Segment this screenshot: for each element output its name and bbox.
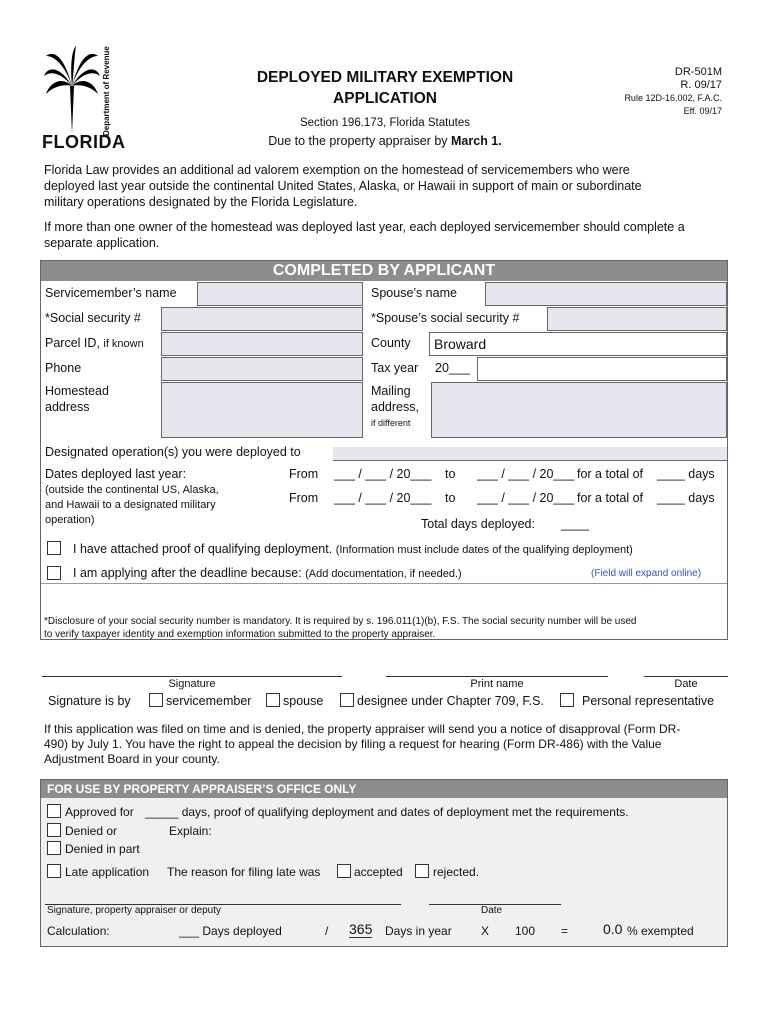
date-from-1[interactable]: ___ / ___ / 20___: [334, 467, 432, 481]
parcel-small: if known: [103, 338, 144, 350]
form-rule: Rule 12D-16.002, F.A.C.: [624, 93, 722, 103]
from-label: From: [289, 491, 319, 505]
percent-value[interactable]: 0.0: [603, 921, 623, 937]
late-label: [73, 566, 462, 580]
form-number-block: [624, 66, 722, 118]
proof-attached-label: [73, 542, 633, 556]
intro-paragraph-2: [44, 219, 734, 251]
spouse-option: spouse: [283, 694, 324, 708]
ssn-disclosure: [44, 615, 734, 641]
parcel-text: Parcel ID,: [45, 336, 100, 350]
date-to-2[interactable]: ___ / ___ / 20___: [477, 491, 575, 505]
expand-note: (Field will expand online): [591, 568, 702, 579]
tax-year-value[interactable]: 20___: [435, 361, 470, 375]
accepted-label: accepted: [354, 865, 403, 879]
late-application-label: Late application: [65, 865, 150, 879]
notice-line: If this application was filed on time and is denied, the property appraiser will send you a notice of disapproval (Form DR-: [44, 722, 681, 736]
servicemember-option: servicemember: [166, 694, 252, 708]
date-line[interactable]: [644, 676, 728, 677]
due-date: March 1.: [451, 134, 502, 148]
mailing-line: Mailing: [371, 384, 411, 398]
percent-label: % exempted: [627, 924, 694, 938]
mailing-label: [371, 383, 419, 431]
dates-note-line: and Hawaii to a designated military: [45, 499, 216, 511]
due-line: [210, 134, 560, 148]
spouse-name-field[interactable]: [485, 282, 727, 306]
homestead-line: Homestead: [45, 384, 109, 398]
total-days-label: Total days deployed:: [421, 517, 535, 531]
servicemember-name-field[interactable]: [197, 282, 363, 306]
accepted-checkbox[interactable]: [337, 864, 351, 878]
intro-line: If more than one owner of the homestead was deployed last year, each deployed servicemember should complete a: [44, 220, 685, 234]
applicant-heading: COMPLETED BY APPLICANT: [41, 261, 727, 281]
signature-caption: Signature: [168, 678, 216, 690]
tax-year-label: Tax year: [371, 361, 419, 375]
from-label: From: [289, 467, 319, 481]
designee-checkbox[interactable]: [340, 693, 354, 707]
approved-rest: _____ days, proof of qualifying deployment and dates of deployment met the requirements.: [145, 805, 629, 819]
denied-checkbox[interactable]: [47, 823, 61, 837]
notice-line: 490) by July 1. You have the right to appeal the decision by filing a request for hearing (Form DR-486) with the Value: [44, 737, 662, 751]
rejected-checkbox[interactable]: [415, 864, 429, 878]
intro-line: Florida Law provides an additional ad valorem exemption on the homestead of servicemembers who were: [44, 163, 630, 177]
intro-line: military operations designated by the Florida Legislature.: [44, 195, 358, 209]
phone-field[interactable]: [161, 357, 363, 381]
signature-line[interactable]: [42, 676, 342, 677]
to-label: to: [445, 491, 456, 505]
proof-attached-checkbox[interactable]: [47, 541, 61, 555]
appraiser-heading: FOR USE BY PROPERTY APPRAISER’S OFFICE ONLY: [41, 780, 727, 798]
dates-note-line: (outside the continental US, Alaska,: [45, 484, 219, 496]
personal-rep-option: Personal representative: [582, 694, 715, 708]
days-deployed[interactable]: ___ Days deployed: [179, 924, 282, 938]
county-value: Broward: [434, 336, 487, 352]
explain-label: Explain:: [169, 824, 212, 838]
late-checkbox[interactable]: [47, 566, 61, 580]
personal-rep-checkbox[interactable]: [560, 693, 574, 707]
days-2[interactable]: ____ days: [657, 491, 715, 505]
proof-attached-note: (Information must include dates of the qualifying deployment): [335, 544, 633, 556]
date-from-2[interactable]: ___ / ___ / 20___: [334, 491, 432, 505]
form-title: [210, 67, 560, 109]
total-days-value[interactable]: ____: [561, 517, 589, 531]
form-number: DR-501M: [674, 66, 722, 78]
approved-checkbox[interactable]: [47, 804, 61, 818]
county-label: County: [371, 336, 411, 350]
designated-label: Designated operation(s) you were deployed to: [45, 445, 301, 459]
proof-attached-text: I have attached proof of qualifying deployment.: [73, 542, 333, 556]
spouse-ssn-label: *Spouse’s social security #: [371, 311, 520, 325]
due-prefix: Due to the property appraiser by: [268, 134, 448, 148]
spouse-name-label: Spouse’s name: [371, 286, 457, 300]
homestead-line: address: [45, 400, 90, 414]
approved-label: Approved for: [65, 805, 134, 819]
days-in-year-value[interactable]: 365: [349, 921, 373, 937]
equals-sign: =: [561, 924, 569, 938]
servicemember-checkbox[interactable]: [149, 693, 163, 707]
title-line-1: DEPLOYED MILITARY EXEMPTION: [256, 69, 514, 86]
late-note: (Add documentation, if needed.): [305, 568, 462, 580]
phone-label: Phone: [45, 361, 82, 375]
denial-notice: [44, 722, 734, 767]
mailing-line: if different: [371, 418, 411, 428]
ssn-label: *Social security #: [45, 311, 141, 325]
date-to-1[interactable]: ___ / ___ / 20___: [477, 467, 575, 481]
title-line-2: APPLICATION: [333, 90, 437, 107]
florida-word: FLORIDA: [42, 132, 126, 152]
denied-part-checkbox[interactable]: [47, 841, 61, 855]
date-caption: Date: [674, 678, 698, 690]
divide-sign: /: [325, 924, 329, 938]
multiply-sign: X: [481, 924, 490, 938]
late-text: I am applying after the deadline because:: [73, 566, 302, 580]
designee-option: designee under Chapter 709, F.S.: [357, 694, 544, 708]
county-field[interactable]: [429, 332, 727, 356]
form-revision: R. 09/17: [680, 79, 722, 91]
disclosure-line: *Disclosure of your social security number is mandatory. It is required by s. 196.011(1)(b), F.S. The social security number will be used: [44, 616, 637, 627]
spouse-checkbox[interactable]: [266, 693, 280, 707]
print-name-caption: Print name: [470, 678, 524, 690]
hundred-value: 100: [515, 924, 536, 938]
days-in-year-label: Days in year: [385, 924, 452, 938]
mailing-address-field[interactable]: [431, 382, 727, 438]
appraiser-date-caption: Date: [481, 905, 503, 916]
denied-part-label: Denied in part: [65, 842, 140, 856]
signature-by-label: Signature is by: [48, 694, 131, 708]
notice-line: Adjustment Board in your county.: [44, 752, 220, 766]
homestead-label: [45, 383, 109, 415]
rejected-label: rejected.: [433, 865, 480, 879]
days-1[interactable]: ____ days: [657, 467, 715, 481]
to-label: to: [445, 467, 456, 481]
calculation-label: Calculation:: [47, 924, 110, 938]
mailing-line: address,: [371, 400, 419, 414]
tax-year-spacer: [477, 357, 727, 381]
palm-tree-icon: [42, 46, 102, 134]
late-application-checkbox[interactable]: [47, 864, 61, 878]
statute-section: Section 196.173, Florida Statutes: [299, 117, 471, 129]
print-name-line[interactable]: [386, 676, 608, 677]
total-of-label: for a total of: [577, 467, 644, 481]
designated-field[interactable]: [333, 447, 727, 461]
disclosure-line: to verify taxpayer identity and exemption information submitted to the property appraiser.: [44, 629, 436, 640]
total-of-label: for a total of: [577, 491, 644, 505]
appraiser-section: [40, 779, 728, 947]
form-effective: Eff. 09/17: [683, 106, 722, 116]
dates-label: Dates deployed last year:: [45, 467, 187, 481]
denied-label: Denied or: [65, 824, 118, 838]
spouse-ssn-field[interactable]: [547, 307, 727, 331]
intro-line: deployed last year outside the continental United States, Alaska, or Hawaii in support of main or subordinate: [44, 179, 642, 193]
dates-note-line: operation): [45, 514, 95, 526]
appraiser-signature-caption: Signature, property appraiser or deputy: [47, 905, 221, 916]
parcel-field[interactable]: [161, 332, 363, 356]
intro-line: separate application.: [44, 236, 160, 250]
dept-of-revenue-text: Department of Revenue: [102, 46, 111, 136]
parcel-label: [45, 336, 144, 350]
dates-note: [45, 483, 219, 528]
intro-paragraph-1: [44, 162, 734, 210]
homestead-address-field[interactable]: [161, 382, 363, 438]
servicemember-name-label: Servicemember’s name: [45, 286, 177, 300]
ssn-field[interactable]: [161, 307, 363, 331]
late-reason-label: The reason for filing late was: [167, 865, 321, 879]
applicant-section: [40, 260, 728, 640]
